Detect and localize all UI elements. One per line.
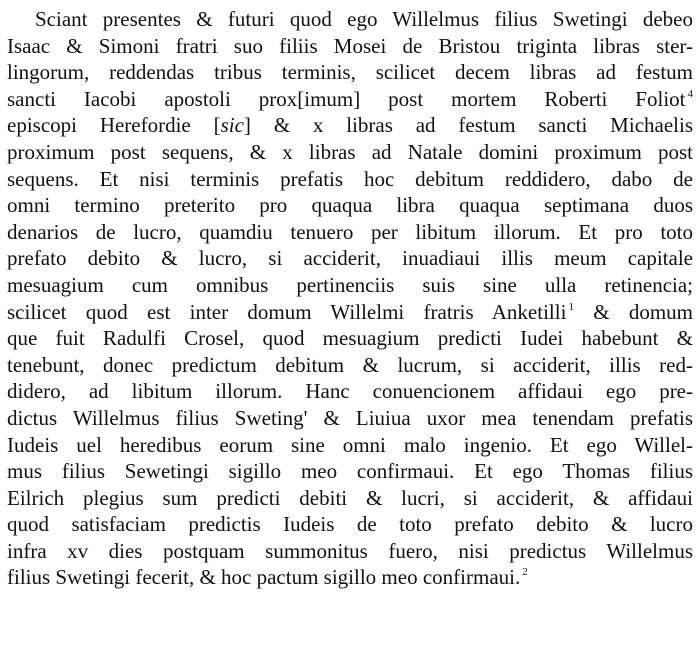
- text-segment: lingorum, reddendas tribus terminis, scilicet decem libras ad festum: [7, 60, 693, 85]
- text-line: [7, 325, 693, 352]
- text-segment: prefato debito & lucro, si acciderit, inuadiaui illis meum capitale: [7, 246, 693, 271]
- text-segment: sequens. Et nisi terminis prefatis hoc debitum reddidero, dabo de: [7, 166, 693, 191]
- text-line: [7, 219, 693, 246]
- text-line: [7, 139, 693, 166]
- text-line: [7, 272, 693, 299]
- text-line: [7, 192, 693, 219]
- italic-text: sic: [220, 113, 244, 138]
- text-line: [7, 432, 693, 459]
- text-segment: Eilrich plegius sum predicti debiti & lucri, si acciderit, & affidaui: [7, 485, 693, 510]
- text-line: [7, 86, 693, 113]
- text-segment: proximum post sequens, & x libras ad Natale domini proximum post: [7, 139, 693, 164]
- text-segment: denarios de lucro, quamdiu tenuero per libitum illorum. Et pro toto: [7, 219, 693, 244]
- text-segment: filius Swetingi fecerit, & hoc pactum sigillo meo confirmaui.: [7, 565, 521, 590]
- footnote-marker: 4: [687, 87, 693, 100]
- text-line: [7, 485, 693, 512]
- text-segment: quod satisfaciam predictis Iudeis de toto prefato debito & lucro: [7, 512, 693, 537]
- text-line: [7, 6, 693, 33]
- text-segment: dictus Willelmus filius Sweting' & Liuiua uxor mea tenendam prefatis: [7, 405, 693, 430]
- text-segment: ] & x libras ad festum sancti Michaelis: [243, 113, 693, 138]
- text-segment: tenebunt, donec predictum debitum & lucrum, si acciderit, illis red-: [7, 352, 693, 377]
- text-segment: Iudeis uel heredibus eorum sine omni malo ingenio. Et ego Willel-: [7, 432, 693, 457]
- text-line: [7, 352, 693, 379]
- text-line: [7, 299, 693, 326]
- text-line: [7, 405, 693, 432]
- footnote-marker: 1: [568, 300, 574, 313]
- text-line: [7, 245, 693, 272]
- text-line: [7, 458, 693, 485]
- text-segment: didero, ad libitum illorum. Hanc conuencionem affidaui ego pre-: [7, 379, 693, 404]
- text-segment: Sciant presentes & futuri quod ego Willelmus filius Swetingi debeo: [35, 7, 693, 31]
- text-segment: scilicet quod est inter domum Willelmi fratris Anketilli: [7, 299, 567, 324]
- text-line: [7, 511, 693, 538]
- text-segment: sancti Iacobi apostoli prox[imum] post mortem Roberti Foliot: [7, 86, 686, 111]
- footnote-marker: 2: [522, 566, 528, 579]
- text-line: [7, 378, 693, 405]
- text-segment: omni termino preterito pro quaqua libra quaqua septimana duos: [7, 193, 693, 218]
- text-segment: mus filius Sewetingi sigillo meo confirmaui. Et ego Thomas filius: [7, 459, 693, 484]
- text-segment: & domum: [573, 299, 693, 324]
- text-segment: Isaac & Simoni fratri suo filiis Mosei de Bristou triginta libras ster-: [7, 33, 693, 58]
- text-segment: que fuit Radulfi Crosel, quod mesuagium predicti Iudei habebunt &: [7, 326, 693, 351]
- text-segment: episcopi Herefordie [: [7, 113, 221, 138]
- text-segment: infra xv dies postquam summonitus fuero, nisi predictus Willelmus: [7, 538, 693, 563]
- text-line: [7, 564, 693, 591]
- text-line: [7, 538, 693, 565]
- text-line: [7, 59, 693, 86]
- text-line: [7, 112, 693, 139]
- charter-text: [7, 6, 693, 591]
- text-segment: mesuagium cum omnibus pertinenciis suis sine ulla retinencia;: [7, 272, 693, 297]
- text-line: [7, 166, 693, 193]
- text-line: [7, 33, 693, 60]
